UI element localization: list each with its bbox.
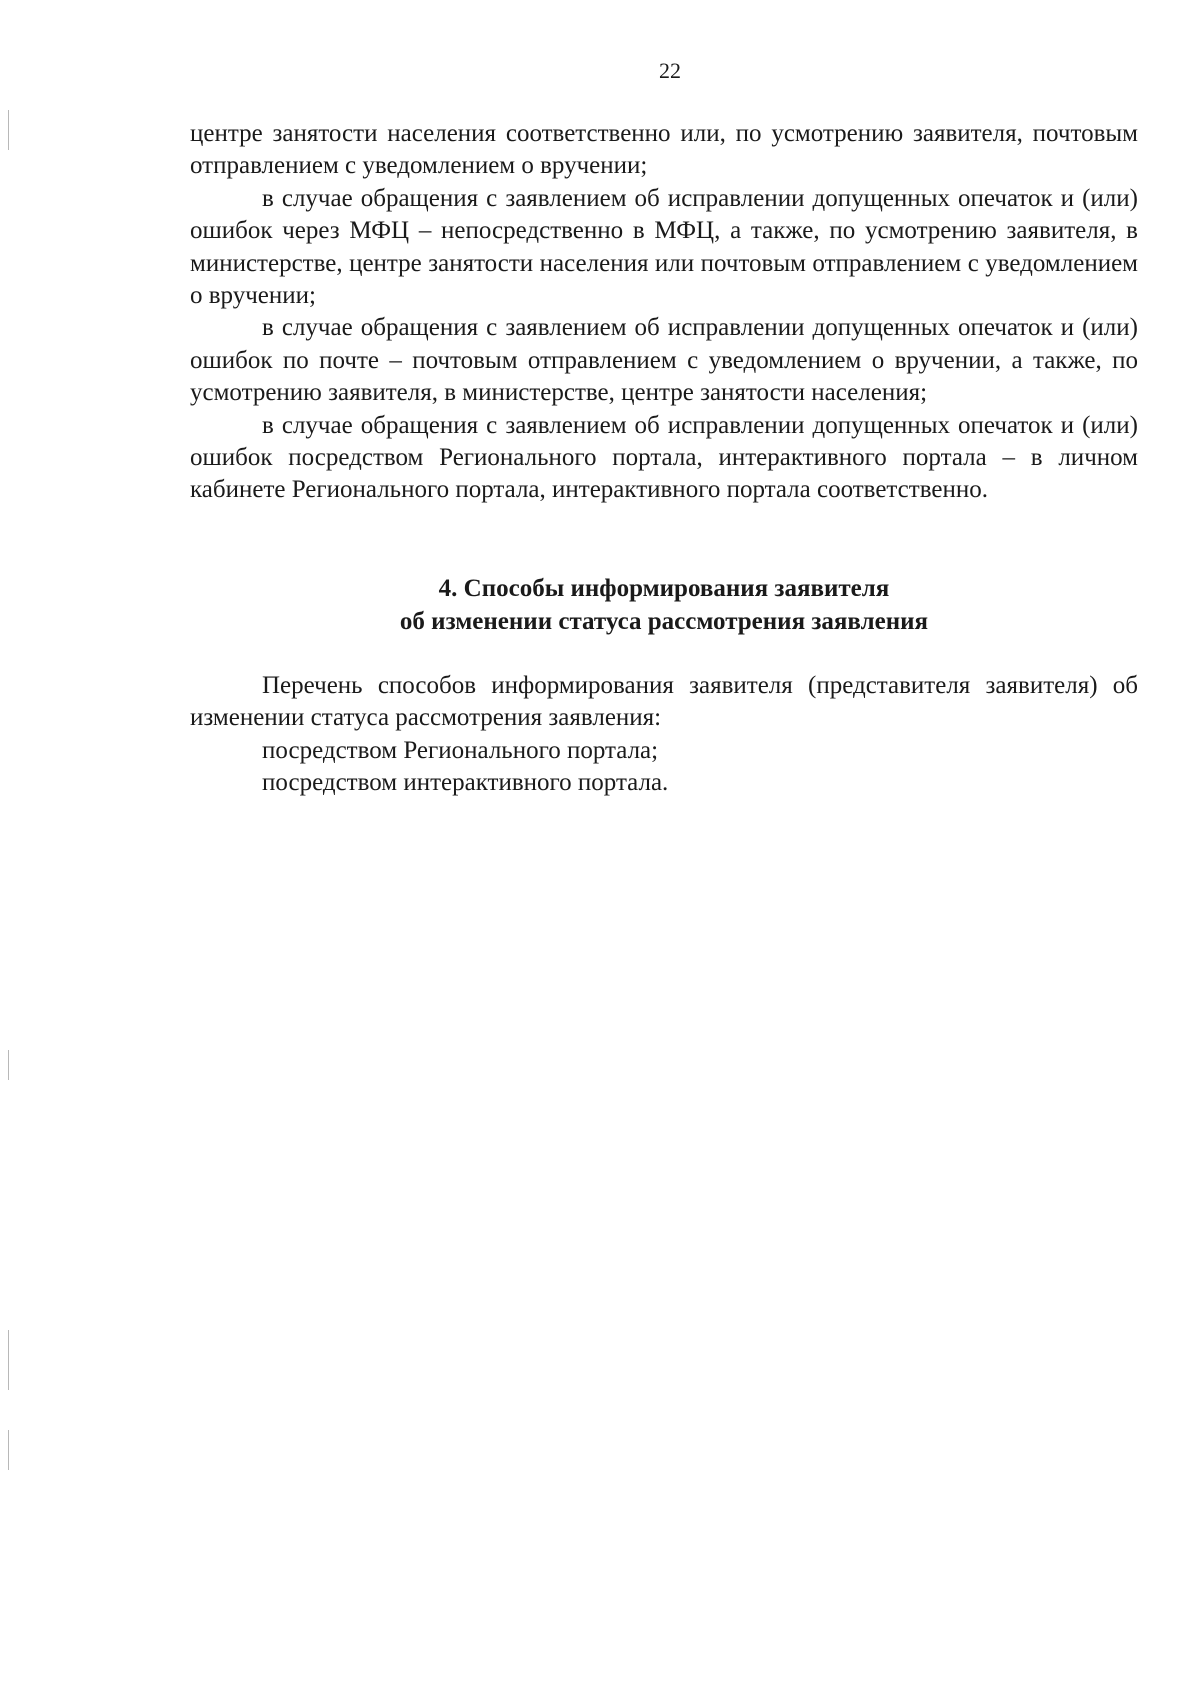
paragraph: Перечень способов информирования заявителя (представителя заявителя) об изменении статуса рассмотрения заявления: — [190, 672, 1138, 732]
paragraph: в случае обращения с заявлением об исправлении допущенных опечаток и (или) ошибок посредством Регионального портала, интерактивного портала – в личном кабинете Регионального портала, интерактивного портала соответственно. — [190, 411, 1138, 504]
section-heading — [190, 572, 1138, 638]
section-heading-line: 4. Способы информирования заявителя — [438, 575, 890, 602]
body-text-block — [190, 118, 1138, 507]
scan-margin-marks — [8, 0, 12, 1693]
page-number: 22 — [659, 58, 681, 83]
section-heading-line: об изменении статуса рассмотрения заявления — [399, 608, 929, 635]
scan-mark — [8, 1430, 9, 1470]
paragraph: центре занятости населения соответственно или, по усмотрению заявителя, почтовым отправлением с уведомлением о вручении; — [190, 120, 1138, 180]
list-item: посредством Регионального портала; — [262, 736, 659, 764]
paragraph: в случае обращения с заявлением об исправлении допущенных опечаток и (или) ошибок через МФЦ – непосредственно в МФЦ, а также, по усмотрению заявителя, в министерстве, центре занятости населения или почтовым отправлением с уведомлением о вручении; — [190, 184, 1138, 310]
section-body — [190, 670, 1138, 800]
scan-mark — [8, 110, 9, 150]
list-item: посредством интерактивного портала. — [262, 769, 669, 797]
paragraph: в случае обращения с заявлением об исправлении допущенных опечаток и (или) ошибок по почте – почтовым отправлением с уведомлением о вручении, а также, по усмотрению заявителя, в министерстве, центре занятости населения; — [190, 314, 1138, 407]
scan-mark — [8, 1050, 9, 1080]
scan-mark — [8, 1330, 9, 1390]
